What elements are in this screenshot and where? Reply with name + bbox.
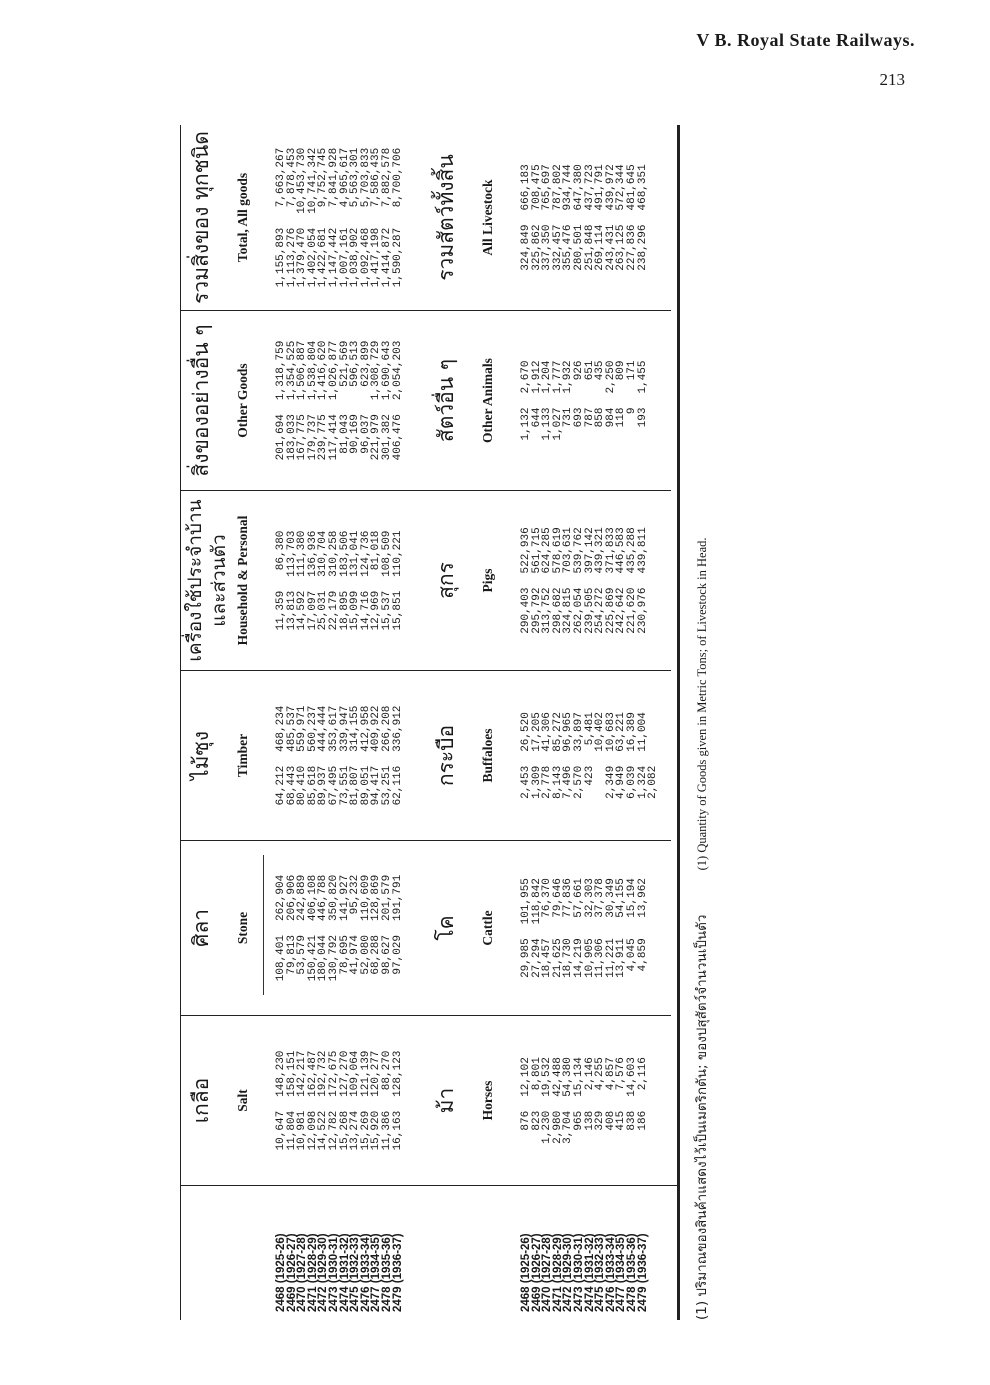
horses-english: Horses [480,1080,495,1121]
all-livestock-a: 324,849 325,862 337,350 332,457 355,476 280,501 251,848 269,114 243,431 263,125 227,836 238,296 [520,224,649,271]
col-timber [181,670,426,840]
total-goods-value: 7,663,267 7,878,453 10,453,730 10,741,342 9,752,745 7,841,928 4,965,617 5,563,301 5,703,833 7,586,435 7,882,578 8,700,706 [275,147,404,214]
salt-thai: เกลือ [189,1077,213,1124]
livestock-section [426,125,671,1185]
other-goods-english: Other Goods [235,363,250,438]
col-pigs [426,490,671,670]
total-goods-english: Total, All goods [235,172,250,263]
col-stone [181,840,426,1015]
years-livestock: 2468 (1925-26) 2469 (1926-27) 2470 (1927-28) 2471 (1928-29) 2472 (1929-30) 2473 (1930-31) 2474 (1931-32) 2475 (1932-33) 2476 (1933-34) 2477 (1934-35) 2478 (1935-36) 2479 (1936-37) [520,1233,649,1312]
col-total-goods [181,125,426,310]
pigs-a: 290,403 295,792 313,752 298,682 324,815 262,054 239,505 254,272 225,869 242,642 221,620 230,976 [520,587,649,634]
col-all-livestock [426,125,671,310]
timber-english: Timber [235,733,250,778]
stone-english: Stone [235,911,250,945]
col-buffaloes [426,670,671,840]
other-goods-thai: สิ่งของอย่างอื่น ๆ [189,324,213,477]
all-livestock-b: 666,183 708,475 765,697 787,802 934,744 647,380 437,723 491,791 439,972 572,344 481,645 468,351 [520,164,649,211]
pigs-thai: สุกร [434,562,458,599]
col-other-goods [181,310,426,490]
household-tons: 11,359 13,813 14,592 17,097 25,031 22,179 18,895 15,099 14,716 12,969 15,537 15,851 [275,590,404,631]
horses-a: 876 823 1,230 2,980 3,704 965 138 329 408 415 838 186 [520,1110,649,1144]
stone-rule [263,855,264,995]
pigs-b: 522,936 561,715 624,285 578,619 703,631 539,762 397,142 439,321 371,833 446,583 435,288 439,811 [520,527,649,574]
page-header-title: V B. Royal State Railways. [696,30,915,50]
cattle-english: Cattle [480,910,495,946]
pigs-english: Pigs [480,568,495,593]
footnote-thai: (1) ปริมาณของสินค้าแสดงไว้เป็นเมตริกตัน; ของปสุสัตว์จำนวนเป็นตัว [694,914,710,1320]
col-household [181,490,426,670]
col-other-animals [426,310,671,490]
col-horses [426,1015,671,1185]
cattle-thai: โค [434,915,458,941]
col-cattle [426,840,671,1015]
buffaloes-thai: กระบือ [434,724,458,787]
household-value: 86,380 113,703 111,380 136,936 310,704 310,258 183,506 131,041 124,736 81,018 108,509 110,221 [275,530,404,577]
footnote [690,125,712,1320]
stone-tons: 108,401 79,813 53,579 150,421 180,044 130,792 78,695 41,974 52,080 68,288 98,627 97,029 [275,935,404,982]
cattle-b: 101,955 118,842 76,370 79,646 77,836 57,661 32,303 37,378 30,349 54,155 15,194 13,962 [520,878,649,925]
goods-section [181,125,426,1185]
total-goods-thai: รวมสิ่งของ ทุกชนิด [189,131,213,304]
total-goods-tons: 1,155,893 1,113,276 1,379,470 1,402,054 1,422,681 1,147,442 1,007,161 1,038,902 1,092,468 1,417,198 1,414,872 1,590,287 [275,227,404,288]
row-labels-column [181,1185,677,1320]
other-goods-value: 1,318,759 1,354,525 1,506,887 1,538,804 1,416,620 1,026,877 521,569 596,513 623,899 1,308,729 1,690,643 2,054,203 [275,340,404,401]
stone-value: 262,904 206,906 242,889 406,108 446,788 350,820 141,927 95,232 110,609 128,869 201,579 191,791 [275,874,404,921]
household-thai: เครื่องใช้ประจำบ้าน และส่วนตัว [184,499,230,662]
salt-value: 148,230 158,151 142,217 162,487 192,732 172,675 127,270 109,064 121,139 120,277 88,270 128,123 [275,1050,404,1097]
years-goods: 2468 (1925-26) 2469 (1926-27) 2470 (1927-28) 2471 (1928-29) 2472 (1929-30) 2473 (1930-31) 2474 (1931-32) 2475 (1932-33) 2476 (1933-34) 2477 (1934-35) 2478 (1935-36) 2479 (1936-37) [275,1233,404,1312]
buffaloes-english: Buffaloes [480,728,495,783]
timber-tons: 64,212 68,443 80,410 85,618 89,937 67,495 73,551 81,807 89,051 94,417 53,251 62,116 [275,765,404,806]
salt-english: Salt [235,1089,250,1112]
buffaloes-b: 26,520 17,205 41,306 85,272 96,965 33,897 5,481 10,402 10,683 63,221 16,389 11,004 [520,712,649,752]
all-livestock-thai: รวมสัตว์ทั้งสิ้น [434,154,458,281]
other-animals-thai: สัตว์อื่น ๆ [434,358,458,443]
footnote-english: (1) Quantity of Goods given in Metric Tons; of Livestock in Head. [695,537,709,871]
page-number: 213 [879,70,905,89]
salt-tons: 10,647 11,804 10,981 12,098 14,522 12,782 15,268 13,274 15,269 15,920 11,386 16,163 [275,1110,404,1151]
horses-thai: ม้า [434,1087,458,1114]
other-animals-english: Other Animals [480,358,495,443]
other-animals-b: 2,670 1,912 1,204 1,777 1,932 926 651 435 2,250 809 171 1,455 [520,360,649,394]
all-livestock-english: All Livestock [480,179,495,256]
rotated-table-page [180,125,725,1320]
col-salt [181,1015,426,1185]
horses-b: 12,102 8,801 19,532 42,488 54,380 15,134 2,146 4,255 4,857 7,576 14,603 2,116 [520,1057,649,1097]
timber-thai: ไม้ซุง [189,731,213,780]
buffaloes-a: 2,453 1,309 2,778 8,143 7,496 2,570 423 2,349 4,949 6,039 1,324 2,082 [520,765,660,799]
other-goods-tons: 201,694 183,033 167,775 179,737 239,775 117,414 81,043 90,169 96,037 221,979 301,382 406,476 [275,414,404,461]
household-english: Household & Personal [235,515,250,646]
stone-thai: ศิลา [189,909,213,947]
other-animals-a: 1,132 644 1,133 1,027 731 693 787 858 984 118 9 193 [520,407,649,441]
timber-value: 468,234 485,537 559,971 560,237 444,444 353,617 339,947 314,155 412,958 409,922 266,208 336,912 [275,705,404,752]
cattle-a: 29,985 27,294 18,457 21,625 18,730 14,219 10,905 11,306 11,221 13,911 4,045 4,859 [520,938,649,978]
statistics-table [180,125,680,1320]
